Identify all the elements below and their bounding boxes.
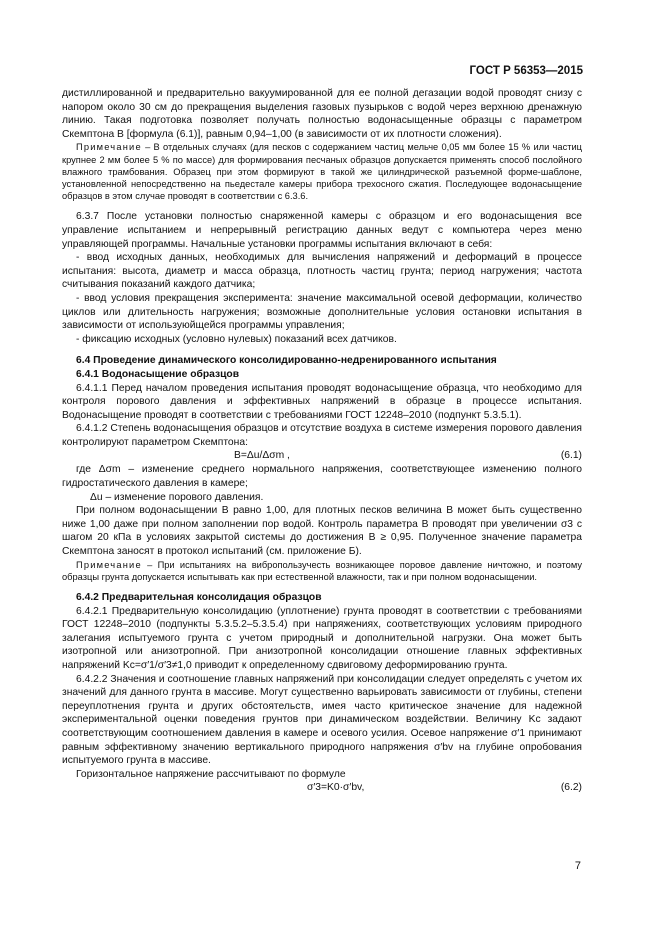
- paragraph-6-4-1-2: 6.4.1.2 Степень водонасыщения образцов и отсутствие воздуха в системе измерения порового давления контролируют параметром Скемптона:: [62, 423, 582, 448]
- section-heading-6-4-2: 6.4.2 Предварительная консолидация образцов: [76, 592, 322, 604]
- paragraph-6-4-1-1: 6.4.1.1 Перед началом проведения испытания проводят водонасыщение образца, что необходимо для контроля порового давления и эффективных напряжений в образце в процессе испытания. Водонасыщение проводят в соответствии с требованиями ГОСТ 12248–2010 (подпункт 5.3.5.1).: [62, 382, 582, 421]
- note-label: Примечание: [76, 142, 142, 153]
- formula-expression: B=Δu/Δσm ,: [234, 450, 290, 462]
- note-label: Примечание: [76, 559, 142, 570]
- paragraph-continuation: дистиллированной и предварительно вакуумированной для ее полной дегазации водой проводят снизу с напором около 30 см до прекращения выделения газовых пузырьков с водой через верхнюю дренажную линию. Такая подготовка позволяет получать полностью водонасыщенные образцы с параметром Скемптона B [формула (6.1)], равным 0,94–1,00 (в зависимости от их плотности сложения).: [62, 88, 582, 140]
- formula-explanation: Δu – изменение порового давления.: [90, 491, 264, 503]
- document-body: [62, 87, 582, 795]
- standard-header: ГОСТ Р 56353—2015: [469, 65, 583, 77]
- formula-6-2: [62, 781, 582, 795]
- paragraph-saturation: При полном водонасыщении B равно 1,00, для плотных песков величина B может быть существенно ниже 1,00 даже при полном заполнении пор водой. Контроль параметра B проводят при увеличении σ3 с шагом 20 кПа в условиях закрытой системы до достижения B ≥ 0,95. Полученное значение параметра Скемптона заносят в протокол испытаний (см. приложение Б).: [62, 505, 582, 558]
- list-item: - фиксацию исходных (условно нулевых) показаний всех датчиков.: [76, 333, 397, 345]
- paragraph-6-3-7: 6.3.7 После установки полностью снаряженной камеры с образцом и его водонасыщения все управление испытанием и непрерывный регистрацию данных ведут с компьютера через меню управляющей программы. Начальные установки программы испытания включают в себя:: [62, 211, 582, 250]
- formula-expression: σ′3=K0·σ′bv,: [307, 782, 365, 794]
- formula-number: (6.2): [560, 782, 582, 794]
- paragraph-6-4-2-1: 6.4.2.1 Предварительную консолидацию (уплотнение) грунта проводят в соответствии с требованиями ГОСТ 12248–2010 (подпункты 5.3.5.2–5.3.5.4) при напряжениях, соответствующих условиям природного залегания испытуемого грунта с учетом природный и дополнительной нагрузки. Она может быть изотропной или анизотропной. При анизотропной консолидации отношение главных эффективных напряжений Kc=σ′1/σ′3≠1,0 приводит к определенному сдвиговому деформированию грунта.: [62, 605, 582, 672]
- list-item: - ввод исходных данных, необходимых для вычисления напряжений и деформаций в процессе испытания: высота, диаметр и масса образца, плотность частиц грунта; период нагружения; частота считывания показаний каждого датчика;: [62, 252, 582, 291]
- note-text: – При испытаниях на вибропользучесть возникающее поровое давление ничтожно, и поэтому образцы грунта допускается испытывать как при естественной влажности, так и при полном водонасыщении.: [62, 559, 582, 582]
- list-item: - ввод условия прекращения эксперимента: значение максимальной осевой деформации, количество циклов или длительность нагружения; возможные дополнительные условия остановки испытания в зависимости от используюйщейся программы управления;: [62, 292, 582, 332]
- note-text: – В отдельных случаях (для песков с содержанием частиц мельче 0,05 мм более 15 % или частиц крупнее 2 мм более 5 % по массе) для формирования песчаных образцов допускается применять способ послойного влажного трамбования. Образец при этом формируют в такой же цилиндрической разъемной форме-шаблоне, установленной непосредственно на пьедестале камеры прибора трехосного сжатия. Последующее водонасыщение образцов в этом случае проводят в соответствии с 6.3.6.: [62, 142, 582, 202]
- paragraph-horizontal-stress: Горизонтальное напряжение рассчитывают по формуле: [76, 768, 346, 780]
- note-1: [62, 141, 582, 202]
- note-2: [62, 559, 582, 583]
- section-heading-6-4: 6.4 Проведение динамического консолидированно-недренированного испытания: [76, 355, 497, 367]
- formula-6-1: [62, 449, 582, 463]
- paragraph-6-4-2-2: 6.4.2.2 Значения и соотношение главных напряжений при консолидации следует определять с учетом их значений для данного грунта в массиве. Могут существенно варьировать зависимости от глубины, степени переуплотнения грунта и других обстоятельств, имея часто критическое значение для надежной экспериментальной оценки поведения грунтов при динамическом воздействии. Величину Kc задают соответствующим соотношением давления в камере и осевого усилия. Осевое напряжение σ′1 принимают равным эффективному значению вертикального природного напряжения σ′bv на глубине опробования испытуемого грунта в массиве.: [62, 673, 582, 767]
- section-heading-6-4-1: 6.4.1 Водонасыщение образцов: [76, 368, 240, 380]
- formula-explanation: где Δσm – изменение среднего нормального напряжения, соответствующее изменению полного гидростатического давления в камере;: [62, 464, 582, 490]
- page-number: 7: [574, 860, 581, 872]
- formula-number: (6.1): [560, 450, 582, 462]
